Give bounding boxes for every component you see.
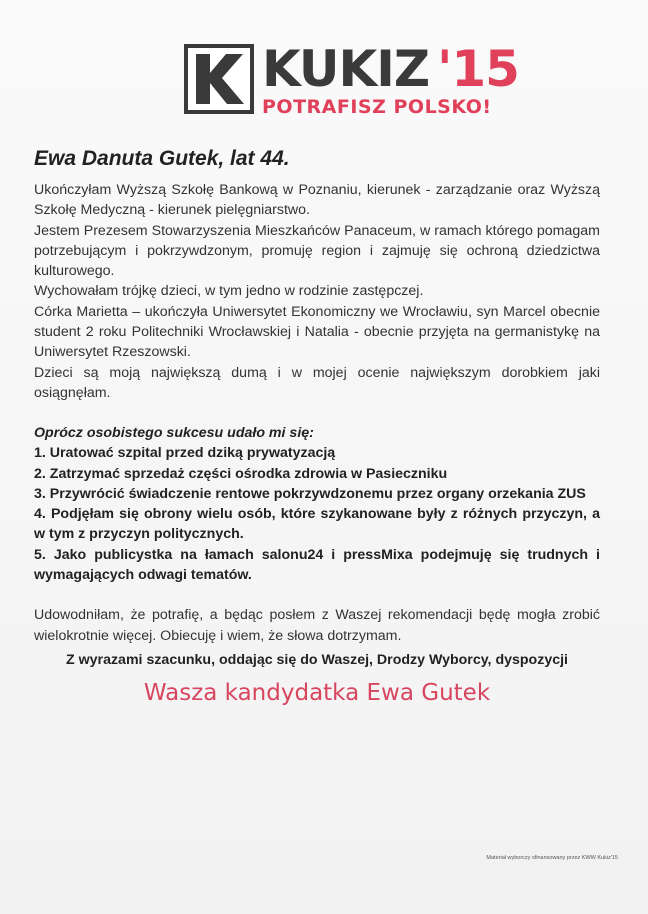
closing-regards: Z wyrazami szacunku, oddając się do Waszej, Drodzy Wyborcy, dyspozycji bbox=[66, 651, 568, 668]
achievements-list bbox=[34, 443, 600, 585]
funding-footnote: Materiał wyborczy sfinansowany przez KWW Kukiz'15 bbox=[486, 855, 618, 861]
bio-paragraph: Wychowałam trójkę dzieci, w tym jedno w rodzinie zastępczej. bbox=[34, 283, 424, 300]
logo-number: '15 bbox=[437, 40, 519, 98]
bio-paragraph: Ukończyłam Wyższą Szkołę Bankową w Poznaniu, kierunek - zarządzanie oraz Wyższą Szkołę Medyczną - kierunek pielęgniarstwo. bbox=[34, 182, 600, 219]
list-item: 2. Zatrzymać sprzedaż części ośrodka zdrowia w Pasieczniku bbox=[34, 465, 448, 482]
list-item: 4. Podjęłam się obrony wielu osób, które szykanowane były z różnych przyczyn, a w tym z przyczyn politycznych. bbox=[34, 506, 600, 543]
list-item: 5. Jako publicystka na łamach salonu24 i pressMixa podejmuję się trudnych i wymagających odwagi tematów. bbox=[34, 546, 600, 584]
signature: Wasza kandydatka Ewa Gutek bbox=[143, 679, 491, 706]
k-logo-icon bbox=[184, 44, 254, 114]
bio-paragraph: Dzieci są moją największą dumą i w mojej ocenie największym dorobkiem jaki osiągnęłam. bbox=[34, 364, 600, 401]
logo-slogan: POTRAFISZ POLSKO! bbox=[262, 96, 492, 118]
candidate-heading: Ewa Danuta Gutek, lat 44. bbox=[34, 147, 290, 170]
bio-paragraph: Córka Marietta – ukończyła Uniwersytet Ekonomiczny we Wrocławiu, syn Marcel obecnie student 2 roku Politechniki Wrocławskiej i Natalia - obecnie przyjęta na germanistykę na Uniwersytet Rzeszowski. bbox=[34, 303, 600, 361]
party-logo bbox=[184, 40, 519, 118]
logo-name: KUKIZ bbox=[262, 40, 430, 98]
list-item: 1. Uratować szpital przed dziką prywatyzacją bbox=[34, 445, 336, 462]
leaflet-content bbox=[34, 146, 600, 708]
achievements-title: Oprócz osobistego sukcesu udało mi się: bbox=[34, 425, 314, 442]
bio-paragraph: Jestem Prezesem Stowarzyszenia Mieszkańców Panaceum, w ramach którego pomagam potrzebującym i pokrzywdzonym, promuję region i zajmuję się ochroną dziedzictwa kulturowego. bbox=[34, 222, 600, 280]
closing-paragraph: Udowodniłam, że potrafię, a będąc posłem z Waszej rekomendacji będę mogła zrobić wielokrotnie więcej. Obiecuję i wiem, że słowa dotrzymam. bbox=[34, 607, 600, 644]
list-item: 3. Przywrócić świadczenie rentowe pokrzywdzonemu przez organy orzekania ZUS bbox=[34, 485, 586, 502]
logo-text bbox=[262, 40, 519, 118]
logo-wordmark bbox=[262, 40, 519, 98]
